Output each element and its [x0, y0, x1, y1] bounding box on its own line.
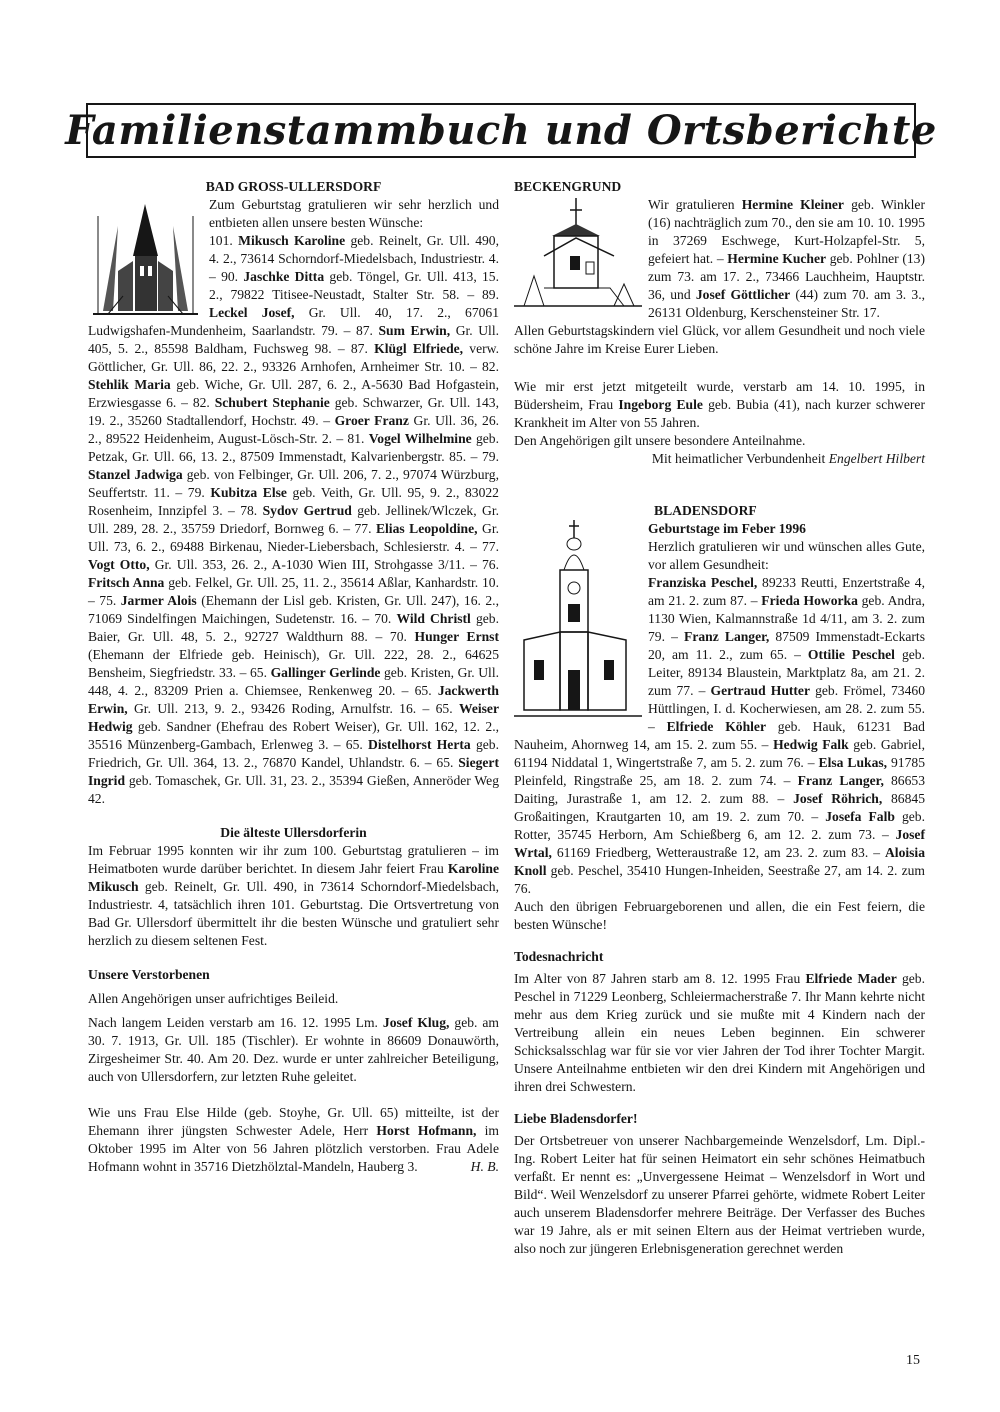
entry-details: 86653 Daiting, Jurastraße 1, am 12. 2. zum 88. – [514, 773, 925, 806]
entry-details: geb. Kristen, Gr. Ull. 448, 4. 2., 83209 Prien a. Chiemsee, Renkenweg 20. – 65. [88, 665, 499, 698]
entry-details: 89233 Reutti, Enzertstraße 4, am 21. 2. zum 87. – [648, 575, 925, 608]
oldest-text: Im Februar 1995 konnten wir ihr zum 100. Geburtstag gratulieren – im Heimatboten wurde darüber berichtet. In diesem Jahr feiert Frau Karoline Mikusch geb. Reinelt, Gr. Ull. 490, in 73614 Schorndorf-Miedelsbach, Industriestr. 4, tatsächlich ihren 101. Geburtstag. Die Ortsvertretung von Bad Gr. Ullersdorf übermittelt ihr die besten Wünsche und gratuliert sehr herzlich zu diesem seltenen Fest. [88, 843, 499, 948]
entry-details: 91785 Pleinfeld, Ringstraße 25, am 18. 2. zum 74. – [514, 755, 925, 788]
page-number: 15 [906, 1353, 920, 1368]
deceased-initials: H. B. [470, 1159, 499, 1174]
beckengrund-death: Wie mir erst jetzt mitgeteilt wurde, verstarb am 14. 10. 1995, in Büdersheim, Frau Ingeborg Eule geb. Bubia (41), nach kurzer schwerer Krankheit im Alter von 55 Jahren. [514, 379, 925, 430]
entry-details: Gr. Ull. 353, 26. 2., A-1030 Wien III, Strohgasse 3/11. – 76. [149, 557, 499, 572]
entry-name: Jackwerth Erwin, [88, 683, 499, 716]
entry-details: verw. Göttlicher, Gr. Ull. 86, 22. 2., 93326 Arnhofen, Arnheimer Str. 10. – 82. [88, 341, 499, 374]
entry-name: Stehlik Maria [88, 377, 171, 392]
entry-name: Distelhorst Herta [368, 737, 471, 752]
entry-name: Elfriede Köhler [666, 719, 766, 734]
entry-name: Gallinger Gerlinde [270, 665, 381, 680]
entry-details: geb. Wiche, Gr. Ull. 287, 6. 2., A-5630 Bad Hofgastein, Erzwiesgasse 6. – 82. [88, 377, 499, 410]
entry-name: Kubitza Else [210, 485, 287, 500]
entry-name: Franziska Peschel, [648, 575, 758, 590]
entry-name: Elsa Lukas, [818, 755, 888, 770]
entry-details: geb. Gabriel, 61194 Niddatal 1, Wingertstraße 7, am 5. 2. zum 76. – [514, 737, 925, 770]
entry-details: geb. Petzak, Gr. Ull. 66, 13. 2., 87509 Immenstadt, Kalvarienbergstr. 85. – 79. [88, 431, 499, 464]
gross-ullersdorf-intro: Zum Geburtstag gratulieren wir sehr herzlich und entbieten allen unsere besten Wünsche: [209, 197, 499, 230]
entry-details: Gr. Ull. 213, 9. 2., 93426 Roding, Arnulfstr. 16. – 65. [127, 701, 459, 716]
entry-details: geb. Baier, Gr. Ull. 48, 5. 2., 92727 Waldthurn 88. – 70. [88, 611, 499, 644]
entry-name: Groer Franz [334, 413, 409, 428]
entry-name: Gertraud Hutter [710, 683, 810, 698]
section-heading-oldest: Die älteste Ullersdorferin [220, 825, 367, 840]
entry-name: Weiser Hedwig [88, 701, 499, 734]
entry-name: Stanzel Jadwiga [88, 467, 183, 482]
entry-details: Gr. Ull. 405, 5. 2., 85598 Baldham, Fuchsweg 98. – 87. [88, 323, 500, 356]
entry-details: geb. Friedrich, Gr. Ull. 364, 13. 2., 76870 Kandel, Uhlandstr. 6. – 65. [88, 737, 499, 770]
bladensdorf-intro: Herzlich gratulieren wir und wünschen alles Gute, vor allem Gesundheit: [648, 539, 925, 572]
entry-name: Jaschke Ditta [243, 269, 325, 284]
deceased-hofmann: Wie uns Frau Else Hilde (geb. Stoyhe, Gr. Ull. 65) mitteilte, ist der Ehemann ihrer jüngsten Schwester Adele, Herr Horst Hofmann, im Oktober 1995 im Alter von 56 Jahren plötzlich verstorben. Frau Adele Hofmann wohnt in 35716 Dietzhölztal-Mandeln, Hauberg 3. H. B. [88, 1105, 499, 1174]
page-banner [65, 103, 937, 158]
section-heading-deceased: Unsere Verstorbenen [88, 967, 210, 982]
entry-details: geb. Felkel, Gr. Ull. 25, 11. 2., 35614 Aßlar, Kanhardstr. 10. – 75. [88, 575, 499, 608]
entry-details: geb. Hauk, 61231 Bad Nauheim, Ahornweg 14, am 15. 2. zum 55. – [514, 719, 925, 752]
section-heading-beckengrund: BECKENGRUND [514, 179, 622, 194]
entry-name: Vogel Wilhelmine [368, 431, 472, 446]
entry-details: geb. Jellinek/Wlczek, Gr. Ull. 289, 28. 2., 35759 Driedorf, Bornweg 6. – 77. [88, 503, 499, 536]
entry-details: geb. Töngel, Gr. Ull. 413, 15. 2., 79822 Titisee-Neustadt, Stalter Str. 58. – 89. [209, 269, 499, 302]
entry-name: Franz Langer, [684, 629, 770, 644]
entry-details: geb. Schwarzer, Gr. Ull. 143, 19. 2., 35260 Stadtallendorf, Hochstr. 49. – [88, 395, 499, 428]
entry-details: geb. Sandner (Ehefrau des Robert Weiser), Gr. Ull. 162, 12. 2., 35516 Münzenberg-Gambach, Erlenweg 3. – 65. [88, 719, 499, 752]
entry-name: Vogt Otto, [88, 557, 150, 572]
entry-name: Franz Langer, [797, 773, 884, 788]
entry-name: Josef Röhrich, [793, 791, 883, 806]
entry-details: 87509 Immenstadt-Eckarts 20, am 11. 2., zum 65. – [648, 629, 925, 662]
entry-name: Sydov Gertrud [262, 503, 352, 518]
entry-name: Josefa Falb [825, 809, 895, 824]
beckengrund-signature: Mit heimatlicher Verbundenheit Engelbert Hilbert [651, 451, 925, 466]
section-heading-gross-ullersdorf: BAD GROSS-ULLERSDORF [205, 179, 382, 194]
entry-details: Gr. Ull. 73, 6. 2., 69488 Birkenau, Nieder-Liebersbach, Schlesierstr. 4. – 77. [88, 521, 500, 554]
beckengrund-sympathy: Den Angehörigen gilt unsere besondere Anteilnahme. [514, 433, 806, 448]
entry-name: Hedwig Falk [773, 737, 849, 752]
entry-details: geb. Rotter, 35745 Herborn, Am Schießberg 6, am 12. 2. zum 73. – [514, 809, 925, 842]
entry-name: Fritsch Anna [88, 575, 165, 590]
beckengrund-birthdays: Wir gratulieren Hermine Kleiner geb. Winkler (16) nachträglich zum 70., den sie am 10. 10. 1995 in 37269 Eschwege, Kurt-Holzapfel-Str. 5, gefeiert hat. – Hermine Kucher geb. Pohlner (13) zum 73. am 17. 2., 73466 Lauchheim, Hauptstr. 36, und Josef Göttlicher (44) zum 70. am 3. 3., 26131 Oldenburg, Kerschensteiner Str. 17. [648, 197, 925, 320]
entry-name: Aloisia Knoll [514, 845, 925, 878]
entry-details: geb. Veith, Gr. Ull. 95, 9. 2., 83022 Rosenheim, Innzipfel 3. – 78. [88, 485, 499, 518]
obituary-text: Im Alter von 87 Jahren starb am 8. 12. 1995 Frau Elfriede Mader geb. Peschel in 71229 Leonberg, Schleiermacherstraße 7. Ihr Mann kehrte nicht mehr aus dem Krieg zurück und sie mußte mit 4 Kindern nach der Vertreibung allein ein neues Leben beginnen. Ein schwerer Schicksalsschlag war für sie vor vier Jahren der Tod ihrer Tochter Margit. Unsere Anteilnahme entbieten wir den drei Kindern mit Angehörigen und ihren drei Schwestern. [514, 971, 925, 1094]
entry-details: (Ehemann der Lisl geb. Kristen, Gr. Ull. 247), 16. 2., 71069 Sindelfingen Maichingen, Sudetenstr. 16. – 70. [88, 593, 499, 626]
left-column [88, 178, 499, 1176]
section-heading-letter: Liebe Bladensdorfer! [514, 1111, 638, 1126]
entry-name: Jarmer Alois [120, 593, 197, 608]
entry-details: (Ehemann der Elfriede geb. Heinisch), Gr. Ull. 222, 28. 2., 64625 Bensheim, Siegfriedstr. 33. – 65. [88, 647, 499, 680]
entry-details: Gr. Ull. 40, 17. 2., 67061 Ludwigshafen-Mundenheim, Saarlandstr. 79. – 87. [88, 305, 500, 338]
bladensdorf-outro: Auch den übrigen Februargeborenen und allen, die ein Fest feiern, die besten Wünsche! [514, 899, 925, 932]
entry-name: Sum Erwin, [378, 323, 451, 338]
entry-details: geb. Tomaschek, Gr. Ull. 31, 23. 2., 35394 Gießen, Anneröder Weg 42. [88, 773, 499, 806]
chapel-illustration-icon [514, 196, 642, 314]
entry-details: geb. Peschel, 35410 Hungen-Inheiden, Seestraße 27, am 14. 2. zum 76. [514, 863, 925, 896]
church-illustration-icon [88, 196, 203, 321]
entry-details: geb. Reinelt, Gr. Ull. 490, 4. 2., 73614 Schorndorf-Miedelsbach, Industriestr. 4. – 90. [209, 233, 499, 284]
section-heading-bladensdorf: BLADENSDORF [654, 503, 757, 518]
entry-name: Klügl Elfriede, [374, 341, 464, 356]
entry-prefix: 101. [209, 233, 239, 248]
entry-details: Gr. Ull. 36, 26. 2., 89522 Heidenheim, August-Lösch-Str. 2. – 81. [88, 413, 500, 446]
baroque-church-illustration-icon [514, 520, 642, 730]
entry-name: Siegert Ingrid [88, 755, 499, 788]
entry-details: 86845 Großaitingen, Krautgarten 10, am 19. 2. zum 70. – [514, 791, 925, 824]
entry-details: 61169 Friedberg, Wetteraustraße 12, am 23. 2. zum 83. – [551, 845, 885, 860]
deceased-klug: Nach langem Leiden verstarb am 16. 12. 1995 Lm. Josef Klug, geb. am 30. 7. 1913, Gr. Ull. 185 (Tischler). Er wohnte in 86609 Donauwörth, Zirgesheimer Str. 40. Am 20. Dez. wurde er unter zahlreicher Beteiligung, auch von Ullersdorfern, zur letzten Ruhe geleitet. [88, 1015, 499, 1084]
deceased-condolence: Allen Angehörigen unser aufrichtiges Beileid. [88, 991, 339, 1006]
entry-name: Elias Leopoldine, [375, 521, 478, 536]
entry-name: Mikusch Karoline [238, 233, 346, 248]
entry-name: Leckel Josef, [209, 305, 295, 320]
entry-name: Schubert Stephanie [214, 395, 330, 410]
right-column [514, 178, 925, 1258]
entry-name: Hunger Ernst [414, 629, 499, 644]
section-heading-obituary: Todesnachricht [514, 949, 604, 964]
entry-name: Wild Christl [396, 611, 471, 626]
entry-name: Josef Wrtal, [514, 827, 925, 860]
entry-details: geb. Frömel, 73460 Hüttlingen, I. d. Kocherwiesen, am 28. 2. zum 55. – [648, 683, 925, 734]
bladensdorf-subheading: Geburtstage im Feber 1996 [648, 521, 806, 536]
banner-title: Familienstammbuch und Ortsberichte [65, 106, 937, 154]
entry-name: Ottilie Peschel [807, 647, 895, 662]
entry-details: geb. Leiter, 89134 Blaustein, Marktplatz 8a, am 21. 2. zum 77. – [648, 647, 925, 698]
entry-name: Frieda Howorka [761, 593, 858, 608]
letter-text: Der Ortsbetreuer von unserer Nachbargemeinde Wenzelsdorf, Lm. Dipl.-Ing. Robert Leiter hat für seinen Heimatort ein sehr schönes Heimatbuch verfaßt. Er nennt es: „Unvergessene Heimat – Wenzelsdorf in Wort und Bild“. Weil Wenzelsdorf zu unserer Pfarrei gehörte, widmete Robert Leiter auch unserem Bladensdorfer mehrere Beiträge. Der Verfasser des Buches war 19 Jahre, als er mit seinen Eltern aus der Heimat vertrieben wurde, also noch zur jüngeren Erlebnisgeneration gerechnet werden [514, 1133, 925, 1256]
entry-details: geb. Andra, 1130 Wien, Kalmannstraße 1d 4/11, am 3. 2. zum 79. – [648, 593, 925, 644]
beckengrund-wish: Allen Geburtstagskindern viel Glück, vor allem Gesundheit und noch viele schöne Jahre im Kreise Eurer Lieben. [514, 323, 925, 356]
entry-details: geb. von Felbinger, Gr. Ull. 206, 7. 2., 97074 Würzburg, Seuffertstr. 11. – 79. [88, 467, 499, 500]
